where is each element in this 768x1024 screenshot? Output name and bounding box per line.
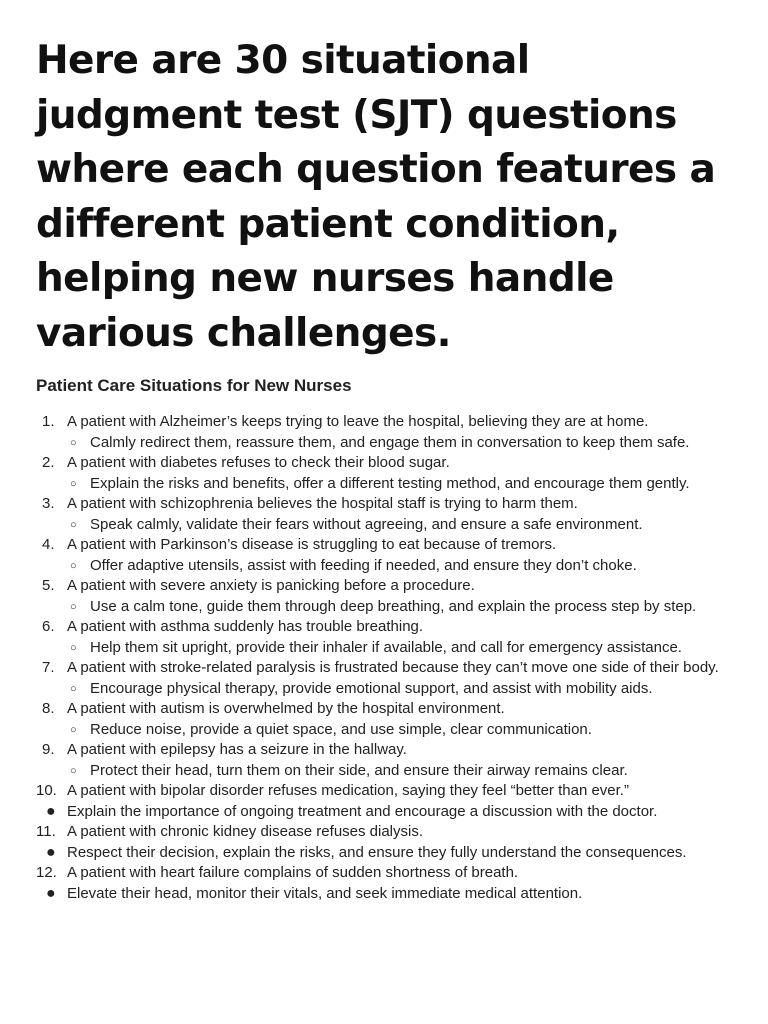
question-item (36, 781, 732, 802)
question-item (36, 658, 732, 679)
circle-bullet-icon: ○ (70, 436, 77, 449)
answer-text: Speak calmly, validate their fears without agreeing, and ensure a safe environment. (90, 515, 643, 533)
answer-text: Use a calm tone, guide them through deep breathing, and explain the process step by step. (90, 597, 697, 615)
question-text: A patient with autism is overwhelmed by the hospital environment. (67, 700, 505, 717)
question-item (36, 740, 732, 761)
circle-bullet-icon: ○ (70, 641, 77, 654)
question-number: 9. (42, 741, 55, 758)
question-item (36, 863, 732, 884)
question-text: A patient with stroke-related paralysis is frustrated because they can’t move one side of their body. (67, 659, 719, 676)
circle-bullet-icon: ○ (70, 682, 77, 695)
answer-text: Explain the importance of ongoing treatment and encourage a discussion with the doctor. (67, 802, 658, 820)
answer-text: Elevate their head, monitor their vitals, and seek immediate medical attention. (67, 884, 583, 902)
question-text: A patient with Alzheimer’s keeps trying to leave the hospital, believing they are at home. (67, 413, 649, 430)
circle-bullet-icon: ○ (70, 764, 77, 777)
answer-item (36, 597, 732, 618)
question-text: A patient with heart failure complains of sudden shortness of breath. (67, 864, 519, 881)
question-item (36, 494, 732, 515)
question-number: 1. (42, 413, 55, 430)
answer-text: Explain the risks and benefits, offer a different testing method, and encourage them gently. (90, 474, 690, 492)
circle-bullet-icon: ○ (70, 723, 77, 736)
answer-text: Protect their head, turn them on their side, and ensure their airway remains clear. (90, 761, 628, 779)
question-number: 10. (36, 782, 57, 799)
filled-bullet-icon: ● (46, 843, 56, 861)
question-item (36, 412, 732, 433)
question-item (36, 453, 732, 474)
question-text: A patient with severe anxiety is panicking before a procedure. (67, 577, 475, 594)
question-number: 12. (36, 864, 57, 881)
answer-item (36, 884, 732, 905)
answer-item (36, 679, 732, 700)
question-text: A patient with asthma suddenly has trouble breathing. (67, 618, 424, 635)
question-text: A patient with diabetes refuses to check their blood sugar. (67, 454, 450, 471)
answer-item (36, 515, 732, 536)
answer-text: Calmly redirect them, reassure them, and engage them in conversation to keep them safe. (90, 433, 690, 451)
question-item (36, 822, 732, 843)
question-number: 6. (42, 618, 55, 635)
answer-item (36, 720, 732, 741)
answer-item (36, 474, 732, 495)
answer-item (36, 761, 732, 782)
page-title: Here are 30 situational judgment test (SJT) questions where each question features a different patient condition, helping new nurses handle various challenges. (36, 38, 716, 356)
question-number: 3. (42, 495, 55, 512)
question-list (36, 412, 732, 904)
answer-text: Offer adaptive utensils, assist with feeding if needed, and ensure they don’t choke. (90, 556, 637, 574)
answer-item (36, 433, 732, 454)
answer-item (36, 802, 732, 823)
question-number: 4. (42, 536, 55, 553)
answer-item (36, 638, 732, 659)
question-item (36, 576, 732, 597)
question-number: 11. (36, 823, 56, 840)
section-heading: Patient Care Situations for New Nurses (36, 376, 352, 395)
answer-text: Respect their decision, explain the risks, and ensure they fully understand the consequences. (67, 843, 687, 861)
circle-bullet-icon: ○ (70, 518, 77, 531)
circle-bullet-icon: ○ (70, 559, 77, 572)
question-text: A patient with Parkinson’s disease is struggling to eat because of tremors. (67, 536, 557, 553)
question-text: A patient with bipolar disorder refuses medication, saying they feel “better than ever.” (67, 782, 629, 799)
filled-bullet-icon: ● (46, 884, 56, 902)
question-number: 2. (42, 454, 55, 471)
question-item (36, 699, 732, 720)
filled-bullet-icon: ● (46, 802, 56, 820)
question-number: 5. (42, 577, 55, 594)
answer-text: Help them sit upright, provide their inhaler if available, and call for emergency assistance. (90, 638, 682, 656)
answer-item (36, 843, 732, 864)
answer-text: Reduce noise, provide a quiet space, and use simple, clear communication. (90, 720, 592, 738)
answer-text: Encourage physical therapy, provide emotional support, and assist with mobility aids. (90, 679, 653, 697)
question-number: 7. (42, 659, 55, 676)
circle-bullet-icon: ○ (70, 600, 77, 613)
question-text: A patient with epilepsy has a seizure in the hallway. (67, 741, 407, 758)
question-text: A patient with chronic kidney disease refuses dialysis. (67, 823, 424, 840)
answer-item (36, 556, 732, 577)
circle-bullet-icon: ○ (70, 477, 77, 490)
question-text: A patient with schizophrenia believes the hospital staff is trying to harm them. (67, 495, 578, 512)
question-item (36, 617, 732, 638)
question-number: 8. (42, 700, 55, 717)
question-item (36, 535, 732, 556)
